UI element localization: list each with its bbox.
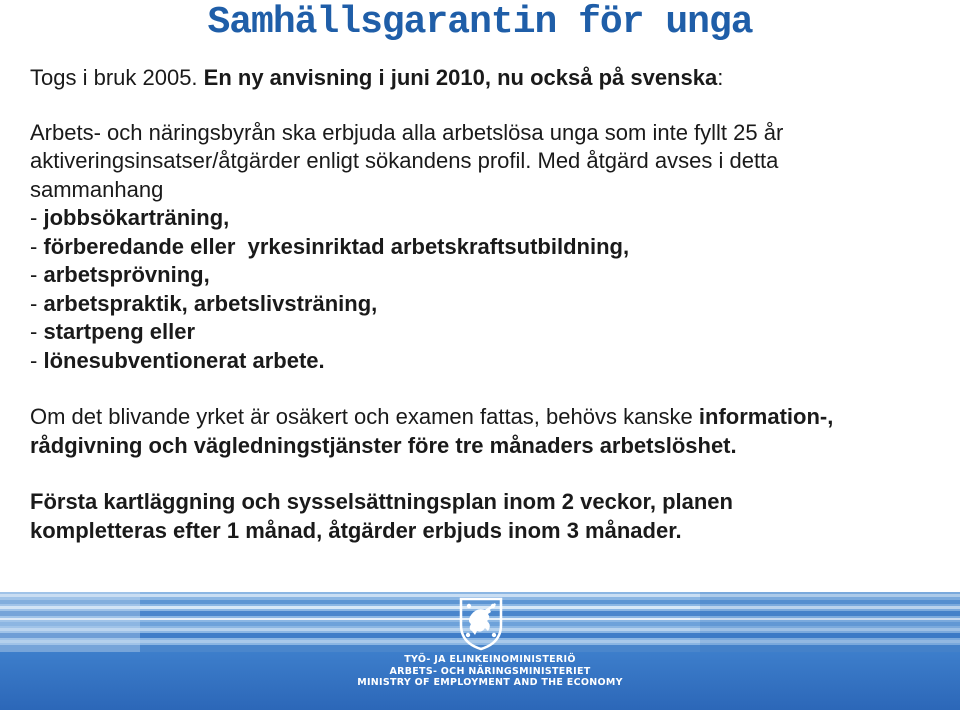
list-item: - lönesubventionerat arbete.	[30, 347, 325, 373]
paragraph-measures	[30, 119, 940, 376]
paragraph-guidance	[30, 403, 940, 460]
list-item: - jobbsökarträning,	[30, 205, 230, 230]
guidance-bold-2: rådgivning och vägledningstjänster före tre månaders arbetslöshet.	[30, 432, 737, 458]
timeline-line-2: kompletteras efter 1 månad, åtgärder erbjuds inom 3 månader.	[30, 517, 682, 543]
paragraph-line: sammanhang	[30, 176, 164, 202]
paragraph-line: aktiveringsinsatser/åtgärder enligt sökandens profil. Med åtgärd avses i detta	[30, 148, 779, 173]
list-item: - startpeng eller	[30, 319, 196, 344]
page-title: Samhällsgarantin för unga	[207, 1, 753, 44]
list-item: - förberedande eller yrkesinriktad arbetskraftsutbildning,	[30, 233, 630, 259]
paragraph-line: Arbets- och näringsbyrån ska erbjuda alla arbetslösa unga som inte fyllt 25 år	[30, 119, 784, 145]
intro-line	[30, 64, 940, 93]
finnish-lion-coat-of-arms-icon	[455, 595, 507, 651]
timeline-line-1: Första kartläggning och sysselsättningsplan inom 2 veckor, planen	[30, 489, 733, 514]
guidance-bold-1: information-,	[698, 404, 834, 429]
ministry-name-fi: TYÖ- JA ELINKEINOMINISTERIÖ	[404, 654, 576, 665]
intro-bold: En ny anvisning i juni 2010, nu också på svenska	[203, 65, 718, 90]
ministry-name-sv: ARBETS- OCH NÄRINGSMINISTERIET	[389, 665, 591, 677]
list-item: - arbetsprövning,	[30, 262, 210, 287]
intro-prefix: Togs i bruk 2005.	[30, 65, 204, 90]
slide-body	[30, 64, 940, 545]
ministry-footer	[0, 592, 960, 710]
ministry-name-en: MINISTRY OF EMPLOYMENT AND THE ECONOMY	[357, 677, 623, 688]
intro-suffix: :	[717, 65, 724, 90]
paragraph-timeline	[30, 488, 940, 545]
ministry-name	[340, 654, 640, 689]
guidance-text: Om det blivande yrket är osäkert och examen fattas, behövs kanske	[30, 404, 699, 429]
list-item: - arbetspraktik, arbetslivsträning,	[30, 290, 378, 316]
